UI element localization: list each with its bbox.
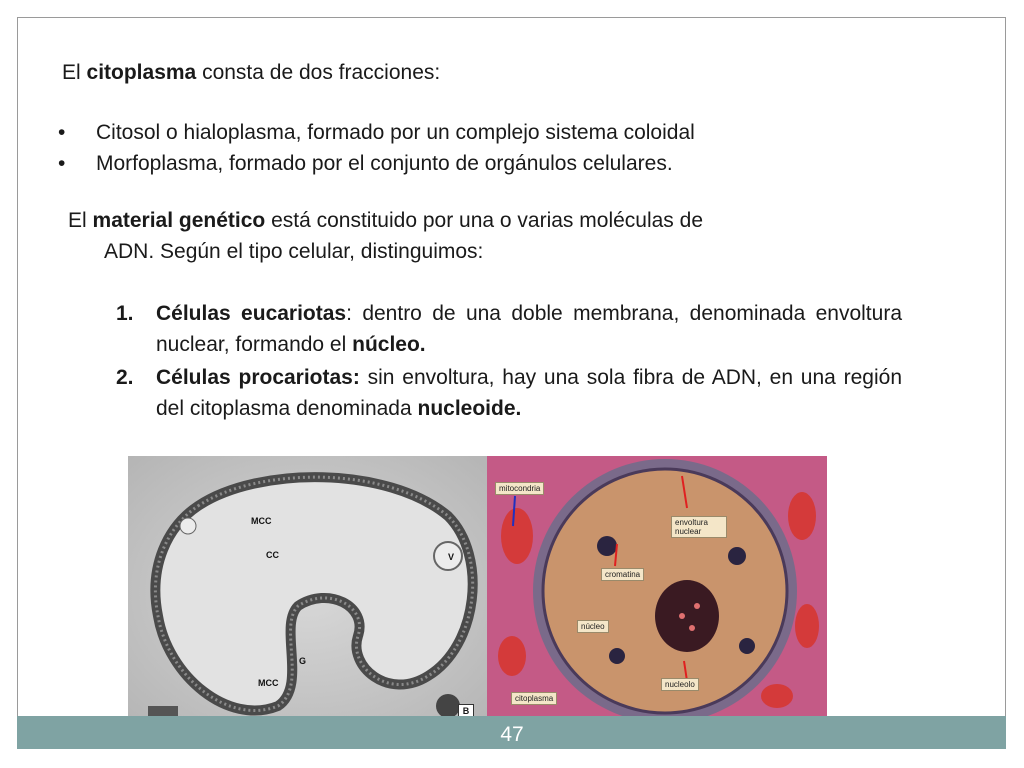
list-item: 1. Células eucariotas: dentro de una doble membrana, denominada envoltura nuclear, formando el núcleo. [116,302,902,356]
label-mcc: MCC [251,516,272,526]
label-nucleo: núcleo [577,620,609,633]
list-item: 2. Células procariotas: sin envoltura, hay una sola fibra de ADN, en una región del citoplasma denominada nucleoide. [116,366,902,420]
micrograph-left-image [128,456,488,728]
bullet-icon: • [58,152,66,175]
label-v: V [448,552,455,562]
label-mitocondria: mitocondria [495,482,544,495]
eukaryote-micrograph [487,456,827,726]
panel-label: B [458,704,474,718]
list-item: • Morfoplasma, formado por el conjunto de orgánulos celulares. [58,148,695,179]
label-nucleolo: nucleolo [661,678,699,691]
label-envoltura-nuclear: envoltura nuclear [671,516,727,538]
bullet-icon: • [58,121,66,144]
label-mcc-bottom: MCC [258,678,279,688]
label-citoplasma: citoplasma [511,692,557,705]
intro-line: El citoplasma consta de dos fracciones: [62,61,441,84]
cell-types-list [116,298,902,426]
micrograph-right-image [487,456,827,726]
bullet-list [58,117,695,179]
prokaryote-micrograph [128,456,488,728]
page-number: 47 [500,723,524,746]
list-item: • Citosol o hialoplasma, formado por un complejo sistema coloidal [58,117,695,148]
label-cc: CC [266,550,279,560]
label-cromatina: cromatina [601,568,644,581]
genetic-material-paragraph: El material genético está constituido por una o varias moléculas de ADN. Según el tipo celular, distinguimos: [68,209,703,263]
label-g: G [299,656,307,666]
